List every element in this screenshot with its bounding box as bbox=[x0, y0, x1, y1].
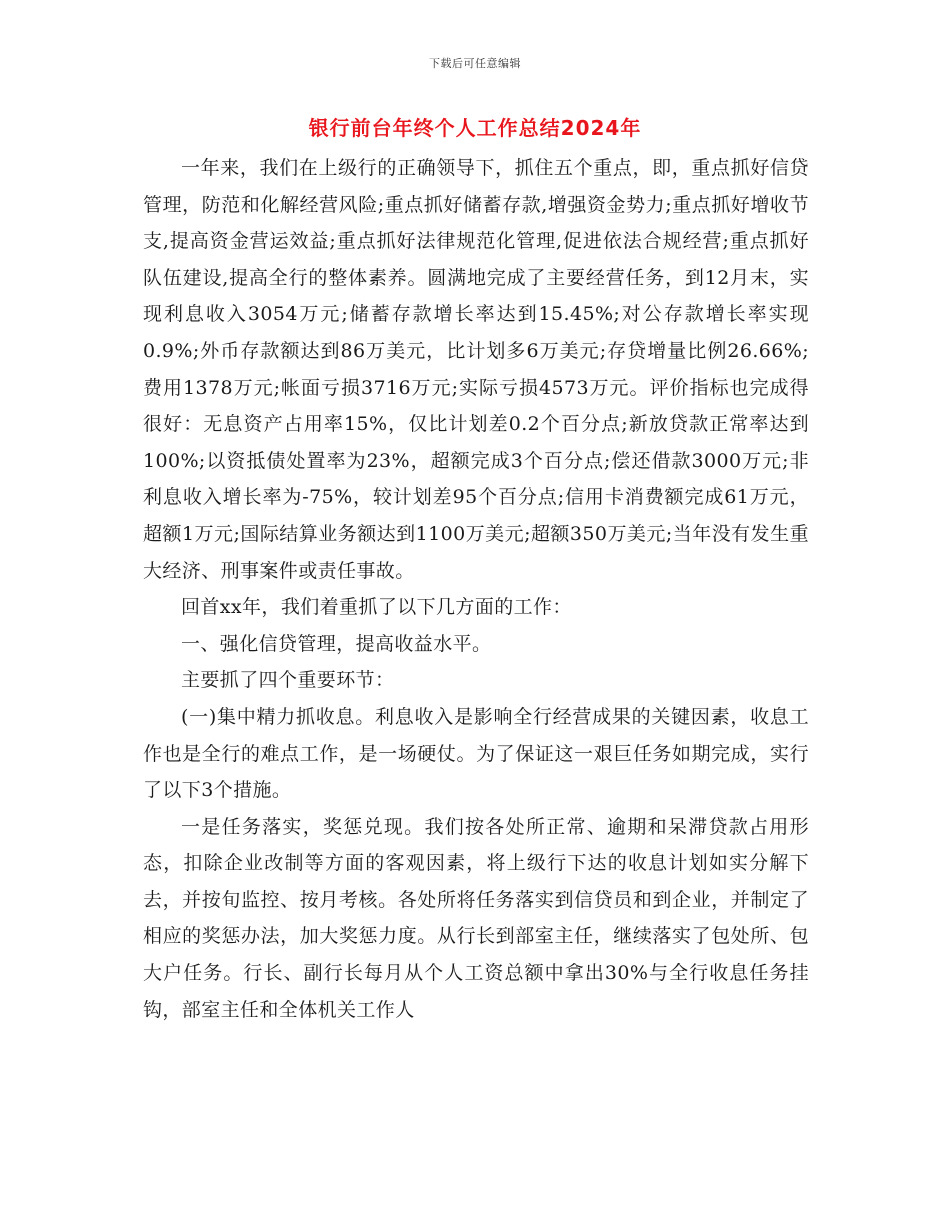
document-body bbox=[143, 150, 809, 1028]
paragraph-review: 回首xx年，我们着重抓了以下几方面的工作： bbox=[181, 596, 572, 619]
paragraph-summary: 一年来，我们在上级行的正确领导下，抓住五个重点，即，重点抓好信贷管理，防范和化解经营风险;重点抓好储蓄存款,增强资金势力;重点抓好增收节支,提高资金营运效益;重点抓好法律规范化管理,促进依法合规经营;重点抓好队伍建设,提高全行的整体素养。圆满地完成了主要经营任务，到12月末，实现利息收入3054万元;储蓄存款增长率达到15.45%;对公存款增长率实现0.9%;外币存款额达到86万美元，比计划多6万美元;存贷增量比例26.66%;费用1378万元;帐面亏损3716万元;实际亏损4573万元。评价指标也完成得很好：无息资产占用率15%，仅比计划差0.2个百分点;新放贷款正常率达到100%;以资抵债处置率为23%，超额完成3个百分点;偿还借款3000万元;非利息收入增长率为-75%，较计划差95个百分点;信用卡消费额完成61万元，超额1万元;国际结算业务额达到1100万美元;超额350万美元;当年没有发生重大经济、刑事案件或责任事故。 bbox=[143, 157, 809, 582]
section-heading: 一、强化信贷管理，提高收益水平。 bbox=[181, 632, 492, 655]
paragraph-intro: 主要抓了四个重要环节： bbox=[181, 669, 395, 692]
paragraph-interest: (一)集中精力抓收息。利息收入是影响全行经营成果的关键因素，收息工作也是全行的难点工作，是一场硬仗。为了保证这一艰巨任务如期完成，实行了以下3个措施。 bbox=[143, 705, 809, 802]
header-note: 下载后可任意编辑 bbox=[429, 57, 521, 70]
paragraph-measures: 一是任务落实，奖惩兑现。我们按各处所正常、逾期和呆滞贷款占用形态，扣除企业改制等方面的客观因素，将上级行下达的收息计划如实分解下去，并按旬监控、按月考核。各处所将任务落实到信贷员和到企业，并制定了相应的奖惩办法，加大奖惩力度。从行长到部室主任，继续落实了包处所、包大户任务。行长、副行长每月从个人工资总额中拿出30%与全行收息任务挂钩，部室主任和全体机关工作人 bbox=[143, 815, 809, 1021]
document-title: 银行前台年终个人工作总结2024年 bbox=[308, 116, 642, 140]
